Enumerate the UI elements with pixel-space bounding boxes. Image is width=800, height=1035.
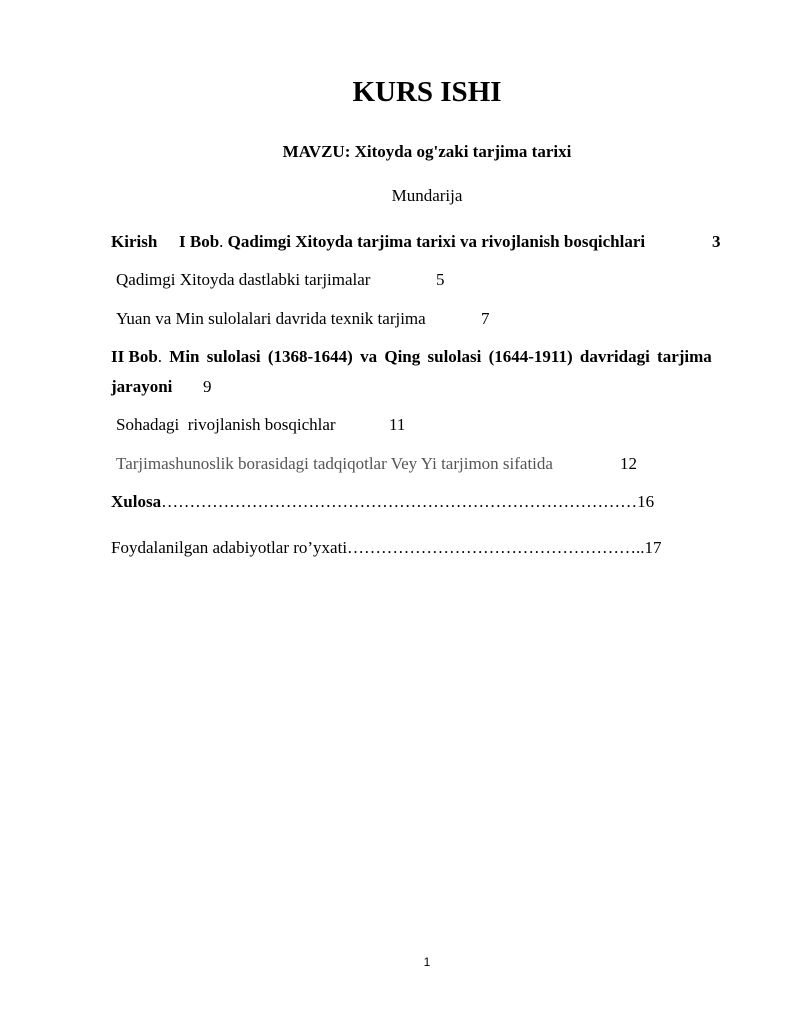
toc-entry-chapter-1 [179,232,645,252]
toc-entry-title: Qadimgi Xitoyda dastlabki tarjimalar [116,270,371,289]
toc-entry-title: Yuan va Min sulolalari davrida texnik tarjima [116,309,426,328]
toc-entry-intro [111,232,157,252]
toc-entry-label: Foydalanilgan adabiyotlar ro’yxati [111,538,348,557]
toc-entry-chapter-label: I Bob [179,232,220,251]
toc-entry-dots: ………………………………………………………………………… [161,492,638,511]
toc-entry-title: Sohadagi rivojlanish bosqichlar [116,415,336,434]
toc-entry-dots: …………………………………………….. [347,538,645,557]
toc-entry-conclusion [111,492,654,512]
toc-entry-separator: . [219,232,224,251]
toc-entry-title-continued: jarayoni [111,377,173,396]
toc-entry-page: 12 [620,454,637,473]
toc-entry-page: 3 [712,232,721,251]
toc-entry-page: 17 [644,538,662,557]
toc-entry-label: Xulosa [111,492,162,511]
document-subtitle: MAVZU: Xitoyda og'zaki tarjima tarixi [282,142,572,161]
document-title: KURS ISHI [352,76,502,108]
toc-entry-page: 9 [203,377,212,396]
toc-entry-chapter-label: II Bob [111,347,158,366]
toc-entry-page: 7 [481,309,490,328]
page-number: 1 [423,955,431,969]
toc-heading: Mundarija [391,186,463,205]
toc-entry-page: 11 [389,415,406,434]
toc-entry-title: Qadimgi Xitoyda tarjima tarixi va rivojlanish bosqichlari [223,232,646,251]
toc-entry-page: 16 [637,492,655,511]
toc-entry-prefix: Kirish [111,232,158,251]
toc-entry-references [111,538,662,558]
toc-entry-title: Tarjimashunoslik borasidagi tadqiqotlar Vey Yi tarjimon sifatida [116,454,553,473]
toc-entry-chapter-2 [111,347,744,367]
toc-entry-page: 5 [436,270,445,289]
toc-entry-separator: . [157,347,163,366]
toc-entry-title: Min sulolasi (1368-1644) va Qing sulolasi (1644-1911) davridagi tarjima [162,347,712,366]
